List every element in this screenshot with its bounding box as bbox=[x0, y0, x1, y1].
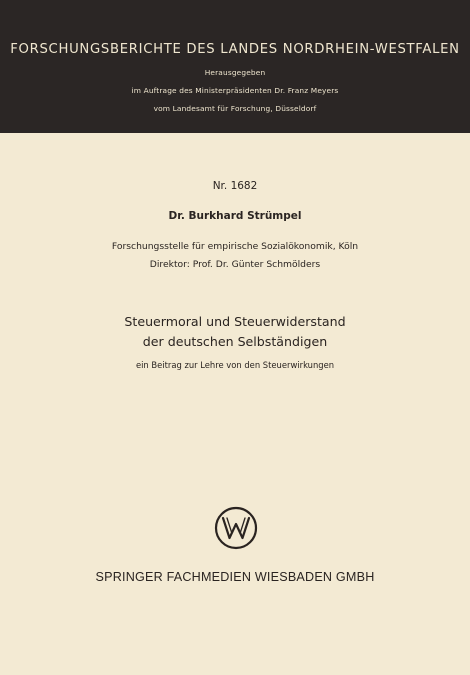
subtitle: ein Beitrag zur Lehre von den Steuerwirkungen bbox=[135, 360, 335, 370]
author-name: Dr. Burkhard Strümpel bbox=[168, 210, 302, 222]
series-title: FORSCHUNGSBERICHTE DES LANDES NORDRHEIN-WESTFALEN bbox=[10, 42, 460, 57]
publisher-name: SPRINGER FACHMEDIEN WIESBADEN GMBH bbox=[95, 570, 375, 584]
title-line-1: Steuermoral und Steuerwiderstand bbox=[124, 314, 346, 329]
series-banner bbox=[0, 0, 470, 133]
director-line: Direktor: Prof. Dr. Günter Schmölders bbox=[149, 259, 321, 270]
volume-number: Nr. 1682 bbox=[212, 180, 258, 192]
editor-line: Herausgegeben bbox=[204, 68, 266, 77]
commission-line: im Auftrage des Ministerpräsidenten Dr. Franz Meyers bbox=[131, 86, 339, 95]
springer-w-logo-icon bbox=[214, 506, 258, 550]
author-affiliation: Forschungsstelle für empirische Sozialökonomik, Köln bbox=[111, 241, 359, 252]
title-line-2: der deutschen Selbständigen bbox=[142, 334, 328, 349]
office-line: vom Landesamt für Forschung, Düsseldorf bbox=[153, 104, 317, 113]
